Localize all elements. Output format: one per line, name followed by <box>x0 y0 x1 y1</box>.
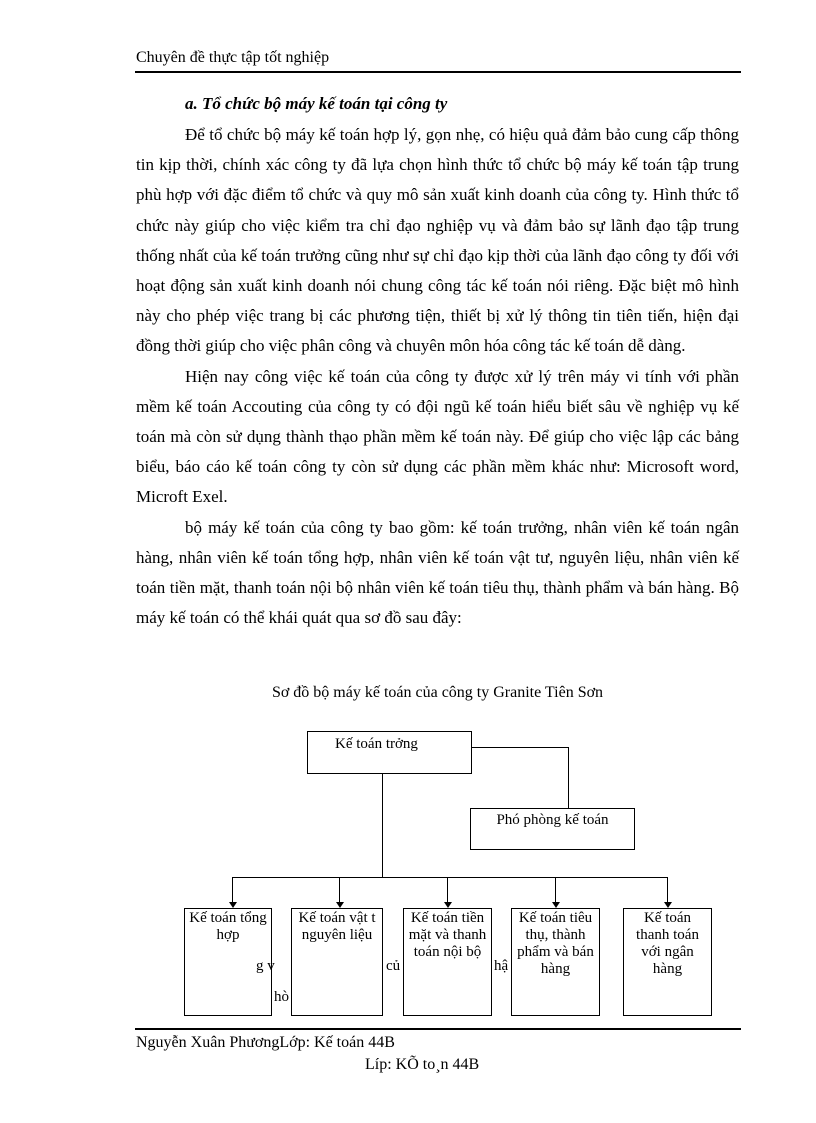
connector-line <box>232 877 233 902</box>
connector-line <box>568 747 569 809</box>
overlap-text-fragment: hậ <box>494 958 509 974</box>
overlap-text-fragment: củ <box>386 958 401 974</box>
connector-line <box>447 877 448 902</box>
paragraph: Hiện nay công việc kế toán của công ty được xử lý trên máy vi tính với phần mềm kế toán Accouting của công ty có đội ngũ kế toán hiểu biết sâu về nghiệp vụ kế toán mà còn sử dụng thành thạo phần mềm kế toán này. Để giúp cho việc lập các bảng biểu, báo cáo kế toán công ty còn sử dụng các phần mềm khác như: Microsoft word, Microft Exel. <box>136 366 739 507</box>
overlap-text-fragment: hò <box>274 989 289 1005</box>
footer-author-class: Nguyễn Xuân PhươngLớp: Kế toán 44B <box>136 1034 395 1051</box>
header-rule <box>135 71 741 73</box>
org-box-cash: Kế toán tiền mặt và thanh toán nội bộ <box>403 908 492 1016</box>
page-header-title: Chuyên đề thực tập tốt nghiệp <box>136 49 330 66</box>
org-box-sales: Kế toán tiêu thụ, thành phẩm và bán hàng <box>511 908 600 1016</box>
connector-line <box>232 877 668 878</box>
org-box-materials: Kế toán vật t nguyên liệu <box>291 908 383 1016</box>
footer-rule <box>135 1028 741 1030</box>
org-box-bank: Kế toán thanh toán với ngân hàng <box>623 908 712 1016</box>
paragraph: Để tổ chức bộ máy kế toán hợp lý, gọn nhẹ, có hiệu quả đảm bảo cung cấp thông tin kịp thời, chính xác công ty đã lựa chọn hình thức tổ chức bộ máy kế toán tập trung phù hợp với đặc điểm tổ chức và quy mô sản xuất kinh doanh của công ty. Hình thức tổ chức này giúp cho việc kiểm tra chỉ đạo nghiệp vụ và đảm bảo sự lãnh đạo tập trung thống nhất của kế toán trưởng cũng như sự chỉ đạo kịp thời của lãnh đạo công ty đối với hoạt động sản xuất kinh doanh nói chung công tác kế toán nói riêng. Đặc biệt mô hình này cho phép việc trang bị các phương tiện, thiết bị xử lý thông tin tiên tiến, hiện đại đồng thời giúp cho việc phân công và chuyên môn hóa công tác kế toán dễ dàng. <box>136 125 739 356</box>
section-heading: a. Tổ chức bộ máy kế toán tại công ty <box>185 94 448 113</box>
connector-line <box>555 877 556 902</box>
chief-accountant-box: Kế toán trởng <box>307 731 472 774</box>
paragraph: bộ máy kế toán của công ty bao gồm: kế toán trưởng, nhân viên kế toán ngân hàng, nhân viên kế toán tổng hợp, nhân viên kế toán vật tư, nguyên liệu, nhân viên kế toán tiền mặt, thanh toán nội bộ nhân viên kế toán tiêu thụ, thành phẩm và bán hàng. Bộ máy kế toán có thể khái quát qua sơ đồ sau đây: <box>136 517 739 628</box>
deputy-head-box: Phó phòng kế toán <box>470 808 635 850</box>
connector-line <box>339 877 340 902</box>
connector-line <box>667 877 668 902</box>
footer-class-garbled: Líp: KÕ to¸n 44B <box>365 1056 480 1073</box>
org-box-general: Kế toán tổng hợp <box>184 908 272 1016</box>
body-text <box>136 120 739 633</box>
connector-line <box>382 773 383 877</box>
overlap-text-fragment: g v <box>256 958 275 974</box>
diagram-title: Sơ đồ bộ máy kế toán của công ty Granite Tiên Sơn <box>271 684 604 701</box>
connector-line <box>471 747 568 748</box>
